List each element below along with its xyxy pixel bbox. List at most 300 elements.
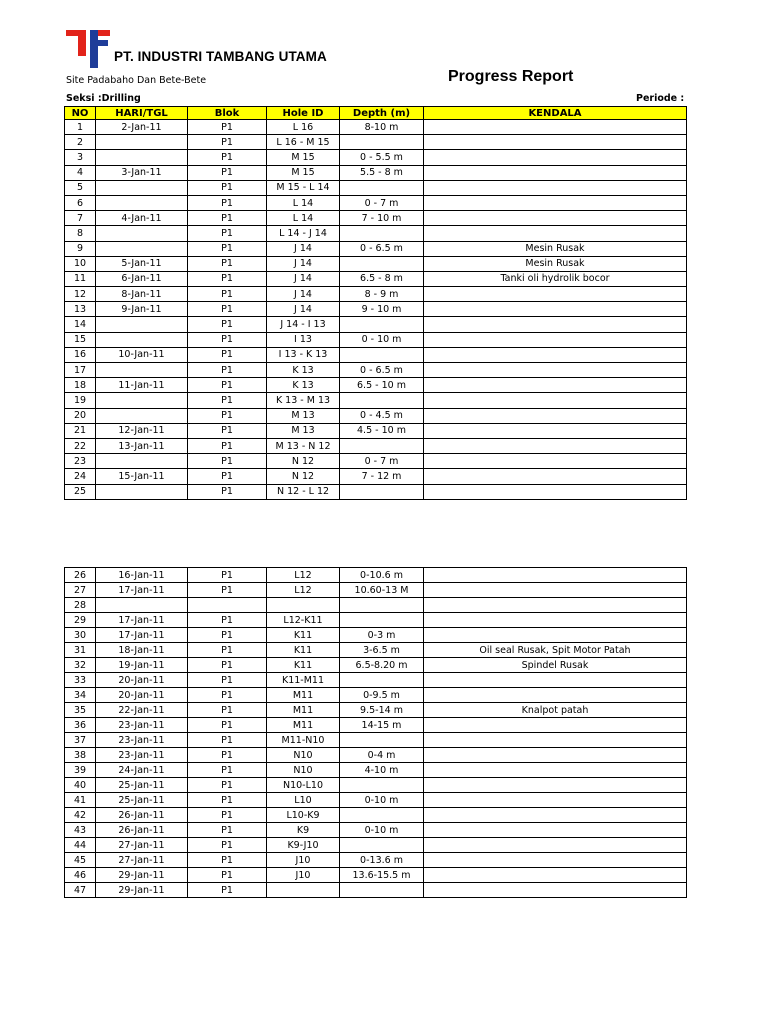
cell-hole-id: L12 (267, 568, 340, 583)
cell-kendala: Spindel Rusak (424, 658, 687, 673)
cell-date (96, 135, 188, 150)
table-row (65, 317, 687, 332)
cell-kendala (424, 347, 687, 362)
cell-hole-id: K 13 (267, 363, 340, 378)
cell-date: 26-Jan-11 (96, 808, 188, 823)
table-row (65, 180, 687, 195)
cell-depth (340, 613, 424, 628)
cell-kendala (424, 211, 687, 226)
cell-no: 16 (65, 347, 96, 362)
table-row (65, 568, 687, 583)
cell-no: 43 (65, 823, 96, 838)
cell-depth (340, 347, 424, 362)
table-row (65, 135, 687, 150)
cell-kendala (424, 469, 687, 484)
col-header-blok: Blok (188, 107, 267, 120)
cell-hole-id: L 16 - M 15 (267, 135, 340, 150)
table-row (65, 628, 687, 643)
cell-date (96, 393, 188, 408)
cell-hole-id (267, 598, 340, 613)
periode-label: Periode : (636, 93, 685, 104)
cell-no: 39 (65, 763, 96, 778)
cell-hole-id: J 14 (267, 256, 340, 271)
cell-date: 11-Jan-11 (96, 378, 188, 393)
cell-date: 18-Jan-11 (96, 643, 188, 658)
progress-table-part1 (64, 106, 687, 500)
cell-depth: 0 - 7 m (340, 454, 424, 469)
cell-kendala (424, 135, 687, 150)
cell-blok: P1 (188, 378, 267, 393)
cell-kendala: Mesin Rusak (424, 256, 687, 271)
cell-depth: 0-10 m (340, 793, 424, 808)
cell-hole-id: M 13 (267, 423, 340, 438)
cell-hole-id: M 13 - N 12 (267, 438, 340, 453)
cell-blok: P1 (188, 469, 267, 484)
col-header-no: NO (65, 107, 96, 120)
table-row (65, 583, 687, 598)
cell-no: 38 (65, 748, 96, 763)
table-row (65, 211, 687, 226)
cell-kendala (424, 363, 687, 378)
table-row (65, 438, 687, 453)
table-row (65, 256, 687, 271)
cell-blok: P1 (188, 135, 267, 150)
cell-kendala (424, 317, 687, 332)
cell-no: 32 (65, 658, 96, 673)
table-row (65, 226, 687, 241)
cell-blok: P1 (188, 256, 267, 271)
cell-blok: P1 (188, 423, 267, 438)
cell-kendala: Oil seal Rusak, Spit Motor Patah (424, 643, 687, 658)
cell-kendala (424, 808, 687, 823)
cell-hole-id: M 13 (267, 408, 340, 423)
cell-depth: 6.5 - 10 m (340, 378, 424, 393)
cell-date: 22-Jan-11 (96, 703, 188, 718)
cell-date: 24-Jan-11 (96, 763, 188, 778)
cell-blok: P1 (188, 363, 267, 378)
table-row (65, 808, 687, 823)
cell-kendala (424, 195, 687, 210)
cell-kendala (424, 793, 687, 808)
cell-blok: P1 (188, 302, 267, 317)
cell-date: 17-Jan-11 (96, 613, 188, 628)
cell-date (96, 195, 188, 210)
cell-date (96, 241, 188, 256)
cell-hole-id: L10-K9 (267, 808, 340, 823)
table-row (65, 332, 687, 347)
cell-hole-id: M11 (267, 718, 340, 733)
table-row (65, 120, 687, 135)
table-row (65, 287, 687, 302)
cell-depth (340, 778, 424, 793)
cell-kendala (424, 484, 687, 499)
cell-kendala (424, 763, 687, 778)
cell-no: 6 (65, 195, 96, 210)
cell-no: 20 (65, 408, 96, 423)
cell-depth: 3-6.5 m (340, 643, 424, 658)
cell-date: 19-Jan-11 (96, 658, 188, 673)
cell-date: 10-Jan-11 (96, 347, 188, 362)
table-row (65, 868, 687, 883)
cell-hole-id: M11 (267, 703, 340, 718)
cell-no: 10 (65, 256, 96, 271)
cell-date: 25-Jan-11 (96, 778, 188, 793)
cell-date: 25-Jan-11 (96, 793, 188, 808)
cell-no: 5 (65, 180, 96, 195)
cell-date: 17-Jan-11 (96, 583, 188, 598)
cell-hole-id: J10 (267, 853, 340, 868)
cell-no: 30 (65, 628, 96, 643)
cell-depth: 0-10.6 m (340, 568, 424, 583)
cell-date: 23-Jan-11 (96, 733, 188, 748)
cell-hole-id: J10 (267, 868, 340, 883)
cell-depth: 0-13.6 m (340, 853, 424, 868)
cell-hole-id: L12 (267, 583, 340, 598)
table-row (65, 347, 687, 362)
cell-kendala: Tanki oli hydrolik bocor (424, 271, 687, 286)
table-header-row (65, 107, 687, 120)
cell-no: 8 (65, 226, 96, 241)
cell-hole-id: K 13 (267, 378, 340, 393)
cell-hole-id: L 14 (267, 211, 340, 226)
company-name: PT. INDUSTRI TAMBANG UTAMA (114, 49, 327, 64)
cell-blok: P1 (188, 763, 267, 778)
cell-depth: 9 - 10 m (340, 302, 424, 317)
cell-hole-id: N 12 - L 12 (267, 484, 340, 499)
cell-blok: P1 (188, 454, 267, 469)
table-row (65, 363, 687, 378)
cell-blok: P1 (188, 628, 267, 643)
cell-hole-id: J 14 (267, 241, 340, 256)
cell-blok: P1 (188, 868, 267, 883)
cell-kendala (424, 423, 687, 438)
table-row (65, 598, 687, 613)
cell-no: 26 (65, 568, 96, 583)
cell-depth: 13.6-15.5 m (340, 868, 424, 883)
cell-hole-id: K11 (267, 628, 340, 643)
cell-date: 29-Jan-11 (96, 868, 188, 883)
cell-date (96, 408, 188, 423)
cell-kendala (424, 165, 687, 180)
cell-date: 16-Jan-11 (96, 568, 188, 583)
cell-depth: 9.5-14 m (340, 703, 424, 718)
cell-no: 29 (65, 613, 96, 628)
cell-blok: P1 (188, 583, 267, 598)
cell-hole-id: K11-M11 (267, 673, 340, 688)
table-row (65, 793, 687, 808)
table-row (65, 763, 687, 778)
table-row (65, 883, 687, 898)
cell-date: 20-Jan-11 (96, 688, 188, 703)
cell-blok: P1 (188, 808, 267, 823)
cell-kendala (424, 180, 687, 195)
col-header-depth: Depth (m) (340, 107, 424, 120)
cell-blok: P1 (188, 332, 267, 347)
cell-blok: P1 (188, 226, 267, 241)
cell-depth (340, 838, 424, 853)
cell-no: 19 (65, 393, 96, 408)
cell-no: 18 (65, 378, 96, 393)
cell-date: 9-Jan-11 (96, 302, 188, 317)
cell-no: 21 (65, 423, 96, 438)
cell-hole-id: K11 (267, 643, 340, 658)
cell-blok: P1 (188, 733, 267, 748)
cell-no: 34 (65, 688, 96, 703)
cell-depth: 0 - 6.5 m (340, 241, 424, 256)
cell-no: 40 (65, 778, 96, 793)
cell-kendala: Mesin Rusak (424, 241, 687, 256)
cell-kendala (424, 332, 687, 347)
cell-date: 23-Jan-11 (96, 748, 188, 763)
cell-no: 42 (65, 808, 96, 823)
site-name: Site Padabaho Dan Bete-Bete (66, 75, 207, 86)
cell-date: 4-Jan-11 (96, 211, 188, 226)
cell-kendala (424, 838, 687, 853)
table-row (65, 658, 687, 673)
cell-no: 31 (65, 643, 96, 658)
table-row (65, 165, 687, 180)
cell-depth: 0 - 5.5 m (340, 150, 424, 165)
cell-date: 12-Jan-11 (96, 423, 188, 438)
cell-no: 36 (65, 718, 96, 733)
cell-hole-id: M 15 (267, 150, 340, 165)
cell-no: 27 (65, 583, 96, 598)
cell-no: 9 (65, 241, 96, 256)
cell-hole-id: K9 (267, 823, 340, 838)
cell-date: 27-Jan-11 (96, 853, 188, 868)
cell-no: 15 (65, 332, 96, 347)
cell-no: 41 (65, 793, 96, 808)
cell-depth: 0 - 4.5 m (340, 408, 424, 423)
table-row (65, 643, 687, 658)
cell-no: 22 (65, 438, 96, 453)
cell-blok: P1 (188, 688, 267, 703)
table-row (65, 271, 687, 286)
cell-date (96, 484, 188, 499)
cell-depth: 8 - 9 m (340, 287, 424, 302)
cell-date: 2-Jan-11 (96, 120, 188, 135)
cell-date: 5-Jan-11 (96, 256, 188, 271)
cell-no: 47 (65, 883, 96, 898)
cell-hole-id: N 12 (267, 469, 340, 484)
cell-no: 11 (65, 271, 96, 286)
cell-date (96, 332, 188, 347)
cell-blok: P1 (188, 180, 267, 195)
cell-kendala (424, 823, 687, 838)
cell-hole-id: I 13 (267, 332, 340, 347)
cell-hole-id: I 13 - K 13 (267, 347, 340, 362)
table-row (65, 823, 687, 838)
cell-depth (340, 598, 424, 613)
table-row (65, 688, 687, 703)
cell-depth (340, 317, 424, 332)
cell-blok: P1 (188, 120, 267, 135)
table-row (65, 838, 687, 853)
cell-date: 20-Jan-11 (96, 673, 188, 688)
cell-depth: 5.5 - 8 m (340, 165, 424, 180)
cell-date: 15-Jan-11 (96, 469, 188, 484)
table-row (65, 673, 687, 688)
cell-hole-id: M 15 - L 14 (267, 180, 340, 195)
cell-no: 24 (65, 469, 96, 484)
cell-blok: P1 (188, 195, 267, 210)
cell-no: 4 (65, 165, 96, 180)
table-row (65, 423, 687, 438)
cell-hole-id: L 14 - J 14 (267, 226, 340, 241)
table-row (65, 718, 687, 733)
company-logo-icon (66, 30, 110, 68)
cell-depth (340, 883, 424, 898)
cell-no: 1 (65, 120, 96, 135)
cell-depth (340, 256, 424, 271)
cell-blok: P1 (188, 241, 267, 256)
cell-kendala (424, 583, 687, 598)
cell-no: 25 (65, 484, 96, 499)
cell-blok: P1 (188, 317, 267, 332)
cell-depth (340, 733, 424, 748)
cell-kendala (424, 673, 687, 688)
cell-depth: 14-15 m (340, 718, 424, 733)
col-header-kendala: KENDALA (424, 107, 687, 120)
cell-blok: P1 (188, 165, 267, 180)
table-row (65, 469, 687, 484)
cell-blok: P1 (188, 748, 267, 763)
cell-hole-id: J 14 (267, 271, 340, 286)
cell-blok: P1 (188, 703, 267, 718)
cell-blok: P1 (188, 271, 267, 286)
cell-date: 13-Jan-11 (96, 438, 188, 453)
cell-depth: 4-10 m (340, 763, 424, 778)
cell-no: 23 (65, 454, 96, 469)
table-row (65, 378, 687, 393)
cell-date (96, 317, 188, 332)
cell-date: 23-Jan-11 (96, 718, 188, 733)
cell-no: 14 (65, 317, 96, 332)
cell-hole-id (267, 883, 340, 898)
cell-hole-id: M 15 (267, 165, 340, 180)
cell-blok: P1 (188, 613, 267, 628)
table-row (65, 195, 687, 210)
table-row (65, 408, 687, 423)
cell-blok: P1 (188, 287, 267, 302)
cell-kendala (424, 150, 687, 165)
cell-depth: 0 - 10 m (340, 332, 424, 347)
cell-kendala (424, 628, 687, 643)
table-row (65, 733, 687, 748)
cell-kendala (424, 568, 687, 583)
cell-no: 35 (65, 703, 96, 718)
cell-depth (340, 135, 424, 150)
cell-hole-id: K 13 - M 13 (267, 393, 340, 408)
cell-blok: P1 (188, 568, 267, 583)
cell-date: 17-Jan-11 (96, 628, 188, 643)
cell-hole-id: J 14 (267, 302, 340, 317)
cell-depth: 0-3 m (340, 628, 424, 643)
table-row (65, 748, 687, 763)
col-header-date: HARI/TGL (96, 107, 188, 120)
cell-no: 33 (65, 673, 96, 688)
cell-blok (188, 598, 267, 613)
table-row (65, 613, 687, 628)
cell-blok: P1 (188, 718, 267, 733)
cell-date (96, 180, 188, 195)
table-row (65, 853, 687, 868)
cell-depth (340, 393, 424, 408)
cell-no: 2 (65, 135, 96, 150)
cell-no: 44 (65, 838, 96, 853)
cell-date: 6-Jan-11 (96, 271, 188, 286)
table-row (65, 778, 687, 793)
col-header-hole-id: Hole ID (267, 107, 340, 120)
page-title: Progress Report (448, 68, 574, 85)
cell-depth: 0-10 m (340, 823, 424, 838)
cell-hole-id: K11 (267, 658, 340, 673)
cell-blok: P1 (188, 823, 267, 838)
cell-blok: P1 (188, 484, 267, 499)
cell-kendala (424, 120, 687, 135)
table-row (65, 703, 687, 718)
cell-hole-id: M11 (267, 688, 340, 703)
cell-kendala (424, 302, 687, 317)
cell-depth: 0 - 7 m (340, 195, 424, 210)
cell-kendala (424, 287, 687, 302)
cell-depth: 4.5 - 10 m (340, 423, 424, 438)
cell-blok: P1 (188, 393, 267, 408)
cell-hole-id: N10 (267, 763, 340, 778)
cell-kendala (424, 598, 687, 613)
cell-no: 28 (65, 598, 96, 613)
cell-kendala (424, 778, 687, 793)
cell-hole-id: N10 (267, 748, 340, 763)
cell-kendala (424, 454, 687, 469)
cell-depth: 0-4 m (340, 748, 424, 763)
cell-depth (340, 438, 424, 453)
cell-date: 3-Jan-11 (96, 165, 188, 180)
cell-no: 17 (65, 363, 96, 378)
cell-hole-id: J 14 (267, 287, 340, 302)
cell-blok: P1 (188, 347, 267, 362)
cell-kendala (424, 226, 687, 241)
cell-no: 13 (65, 302, 96, 317)
table-row (65, 302, 687, 317)
cell-blok: P1 (188, 438, 267, 453)
cell-kendala (424, 733, 687, 748)
cell-kendala (424, 408, 687, 423)
progress-table-part2 (64, 567, 687, 898)
cell-kendala (424, 883, 687, 898)
cell-kendala (424, 868, 687, 883)
cell-date (96, 598, 188, 613)
cell-depth (340, 484, 424, 499)
cell-depth: 6.5 - 8 m (340, 271, 424, 286)
cell-no: 3 (65, 150, 96, 165)
cell-depth (340, 226, 424, 241)
cell-date: 26-Jan-11 (96, 823, 188, 838)
cell-blok: P1 (188, 150, 267, 165)
cell-kendala (424, 688, 687, 703)
cell-blok: P1 (188, 408, 267, 423)
cell-hole-id: J 14 - I 13 (267, 317, 340, 332)
cell-hole-id: K9-J10 (267, 838, 340, 853)
cell-depth: 10.60-13 M (340, 583, 424, 598)
cell-kendala (424, 718, 687, 733)
cell-date (96, 226, 188, 241)
cell-depth: 7 - 10 m (340, 211, 424, 226)
cell-blok: P1 (188, 838, 267, 853)
cell-hole-id: N10-L10 (267, 778, 340, 793)
cell-kendala (424, 378, 687, 393)
table-row (65, 241, 687, 256)
